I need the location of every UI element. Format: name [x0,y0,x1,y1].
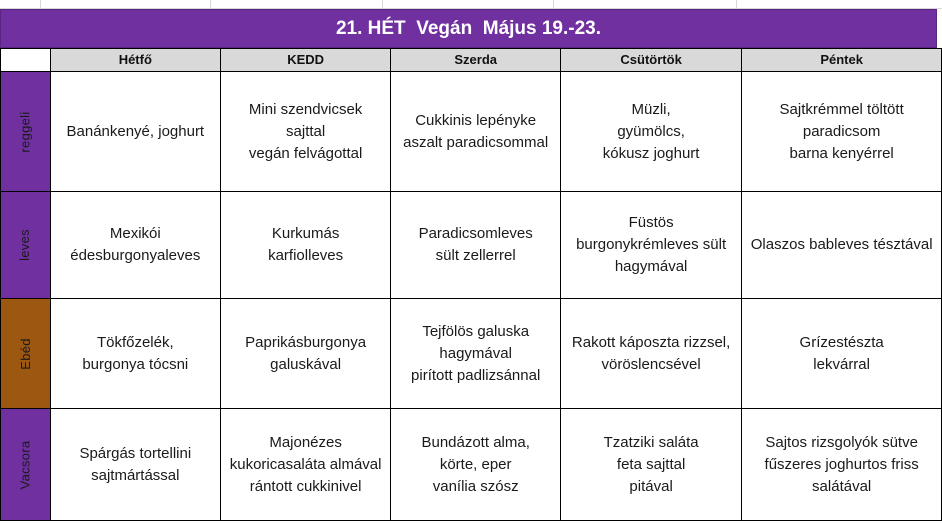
weekly-menu-table [0,48,942,521]
menu-line: salátával [812,477,872,495]
menu-line: sült zellerrel [435,247,516,264]
menu-line: aszalt paradicsommal [403,133,549,151]
meal-label: leves [17,229,33,261]
menu-line: paradicsom [802,122,881,140]
corner-cell[interactable] [1,49,51,72]
menu-line: Grízestészta [799,333,884,351]
menu-cell[interactable] [391,72,560,192]
menu-cell[interactable] [560,72,741,192]
meal-label: Vacsora [17,440,33,489]
menu-line: galuskával [270,355,342,373]
day-header-cell[interactable]: Hétfő [50,49,220,72]
menu-line: Tzatziki saláta [603,433,699,451]
menu-line: pirított padlizsánnal [411,366,541,384]
meal-row-vacsora [1,409,942,521]
menu-cell[interactable] [391,299,560,409]
menu-line: Mini szendvicsek [248,100,363,118]
menu-cell[interactable] [391,409,560,521]
menu-cell[interactable] [742,72,942,192]
menu-line: Paprikásburgonya [245,333,367,351]
meal-row-ebed [1,299,942,409]
menu-line: Mexikói [109,225,161,242]
menu-line: kókusz joghurt [602,144,700,162]
menu-line: feta sajttal [616,455,686,473]
menu-title[interactable]: 21. HÉT Vegán Május 19.-23. [0,9,937,48]
menu-line: burgonya tócsni [82,355,189,373]
menu-line: vanília szósz [432,477,519,495]
menu-line: Füstös [628,214,674,231]
day-header-cell[interactable]: Szerda [391,49,560,72]
meal-label-cell[interactable] [1,299,51,409]
menu-cell[interactable] [50,72,220,192]
menu-cell[interactable] [560,409,741,521]
meal-label-cell[interactable] [1,72,51,192]
menu-line: Banánkenyé, joghurt [66,122,205,140]
menu-line: pitával [629,477,673,495]
menu-line: Cukkinis lepényke [415,111,537,129]
menu-cell[interactable] [742,409,942,521]
menu-line: kukoricasaláta almával [229,455,382,473]
menu-line: Sajtkrémmel töltött [779,100,904,118]
menu-line: burgonykrémleves sült [576,236,727,253]
menu-cell[interactable] [220,192,391,299]
menu-line: vöröslencsével [601,355,701,373]
menu-cell[interactable] [560,192,741,299]
menu-cell[interactable] [391,192,560,299]
menu-line: édesburgonyaleves [70,247,201,264]
menu-cell[interactable] [742,192,942,299]
menu-line: Paradicsomleves [418,225,533,242]
menu-line: Bundázott alma, [421,433,530,451]
meal-row-reggeli [1,72,942,192]
menu-cell[interactable] [50,299,220,409]
menu-line: Olaszos bableves tésztával [750,236,933,253]
menu-cell[interactable] [742,299,942,409]
menu-line: Spárgás tortellini [79,444,192,462]
menu-line: gyümölcs, [617,122,685,140]
menu-line: Rakott káposzta rizzsel, [571,333,731,351]
day-header-cell[interactable]: Péntek [742,49,942,72]
day-header-row [1,49,942,72]
menu-line: karfiolleves [268,247,344,264]
menu-line: Kurkumás [271,225,340,242]
menu-line: lekvárral [813,355,870,373]
meal-label-cell[interactable] [1,192,51,299]
menu-line: sajttal [286,122,326,140]
meal-row-leves [1,192,942,299]
menu-line: hagymával [439,344,512,362]
menu-line: Tökfőzelék, [96,333,174,351]
menu-line: Müzli, [631,100,671,118]
menu-line: fűszeres joghurtos friss [764,455,919,473]
spreadsheet-top-gridline [0,0,942,9]
meal-label: Ebéd [17,337,33,370]
menu-cell[interactable] [220,72,391,192]
menu-line: Majonézes [269,433,342,451]
day-header-cell[interactable]: Csütörtök [560,49,741,72]
menu-line: hagymával [614,258,688,275]
menu-line: barna kenyérrel [789,144,894,162]
day-header-cell[interactable]: KEDD [220,49,391,72]
meal-label: reggeli [17,110,33,153]
menu-cell[interactable] [560,299,741,409]
meal-label-cell[interactable] [1,409,51,521]
menu-cell[interactable] [220,299,391,409]
menu-cell[interactable] [220,409,391,521]
menu-line: rántott cukkinivel [249,477,362,495]
menu-cell[interactable] [50,192,220,299]
menu-line: Tejfölös galuska [422,322,530,340]
menu-line: vegán felvágottal [248,144,363,162]
menu-line: körte, eper [439,455,512,473]
menu-line: Sajtos rizsgolyók sütve [765,433,918,451]
menu-cell[interactable] [50,409,220,521]
menu-line: sajtmártással [91,466,180,484]
